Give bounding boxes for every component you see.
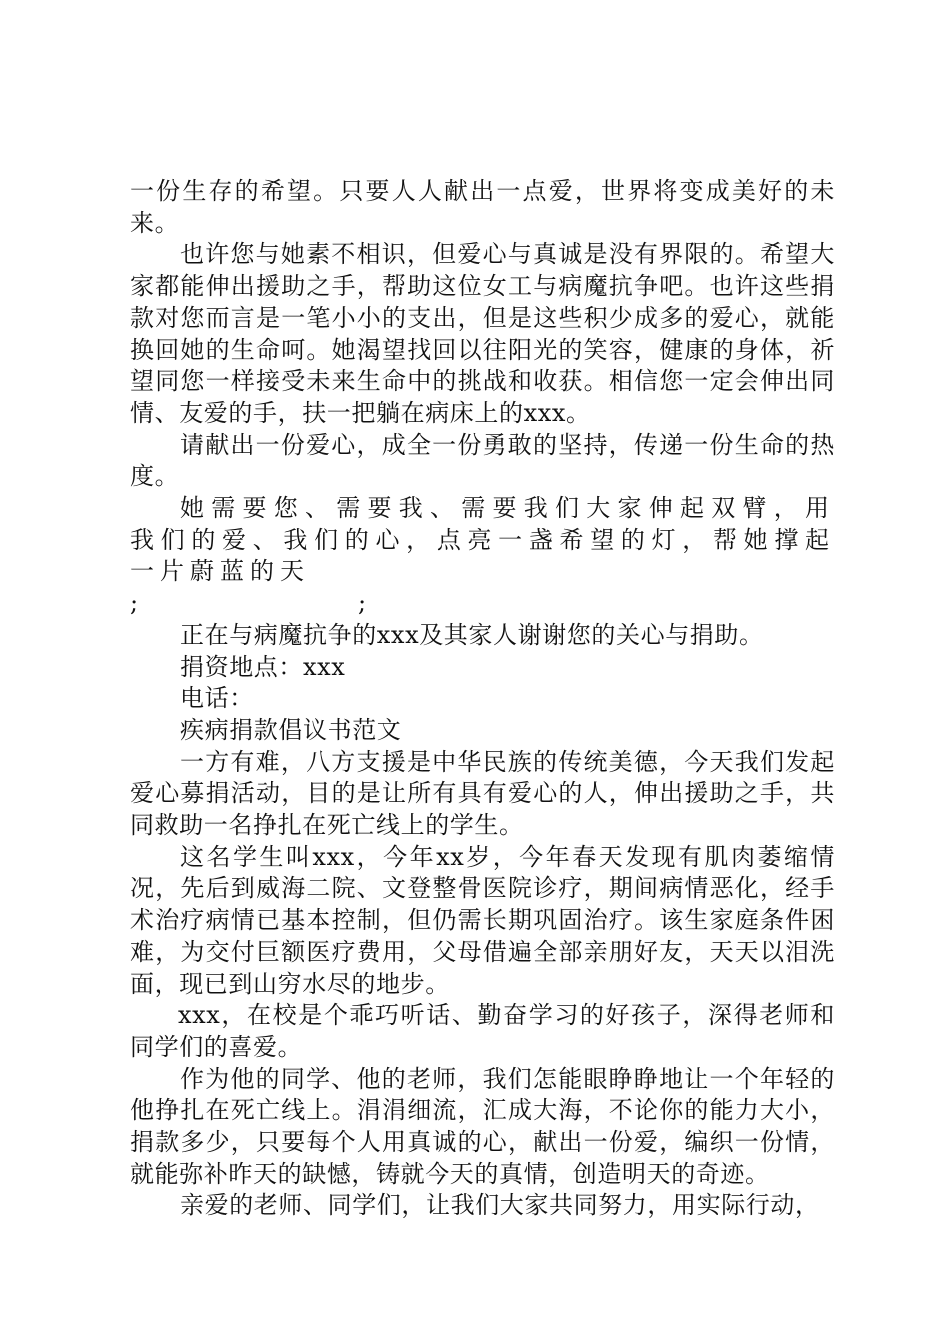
section-title: 疾病捐款倡议书范文 [180, 715, 402, 744]
paragraph-she-needs-you: 她需要您、需要我、需要我们大家伸起双臂，用我们的爱、我们的心，点亮一盏希望的灯，帮她撑起一片蔚蓝的天 [130, 494, 835, 586]
donation-location: 捐资地点：xxx [180, 652, 346, 681]
semicolon-mark: ; [130, 589, 139, 618]
stray-semicolons [130, 588, 835, 620]
paragraph-classmates: 作为他的同学、他的老师，我们怎能眼睁睁地让一个年轻的他挣扎在死亡线上。涓涓细流，汇成大海，不论你的能力大小，捐款多少，只要每个人用真诚的心，献出一份爱，编织一份情，就能弥补昨天的缺憾，铸就今天的真情，创造明天的奇迹。 [130, 1064, 835, 1188]
paragraph-donate-love: 请献出一份爱心，成全一份勇敢的坚持，传递一份生命的热度。 [130, 430, 835, 491]
semicolon-mark: ; [358, 589, 367, 618]
paragraph-closing: 亲爱的老师、同学们，让我们大家共同努力，用实际行动， [180, 1191, 820, 1220]
document-body [130, 176, 835, 1222]
paragraph-appeal: 也许您与她素不相识，但爱心与真诚是没有界限的。希望大家都能伸出援助之手，帮助这位女工与病魔抗争吧。也许这些捐款对您而言是一笔小小的支出，但是这些积少成多的爱心，就能换回她的生命呵。她渴望找回以往阳光的笑容，健康的身体，祈望同您一样接受未来生命中的挑战和收获。相信您一定会伸出同情、友爱的手，扶一把躺在病床上的xxx。 [130, 240, 835, 427]
paragraph-good-kid: xxx，在校是个乖巧听话、勤奋学习的好孩子，深得老师和同学们的喜爱。 [130, 1001, 835, 1061]
phone-line: 电话： [180, 684, 254, 713]
paragraph-thanks: 正在与病魔抗争的xxx及其家人谢谢您的关心与捐助。 [180, 620, 764, 649]
paragraph-continuation: 一份生存的希望。只要人人献出一点爱，世界将变成美好的未来。 [130, 177, 835, 237]
paragraph-student-story: 这名学生叫xxx，今年xx岁，今年春天发现有肌肉萎缩情况，先后到威海二院、文登整骨医院诊疗，期间病情恶化，经手术治疗病情已基本控制，但仍需长期巩固治疗。该生家庭条件困难，为交付巨额医疗费用，父母借遍全部亲朋好友，天天以泪洗面，现已到山穷水尽的地步。 [130, 842, 835, 998]
paragraph-initiative: 一方有难，八方支援是中华民族的传统美德，今天我们发起爱心募捐活动，目的是让所有具有爱心的人，伸出援助之手，共同救助一名挣扎在死亡线上的学生。 [130, 747, 835, 840]
